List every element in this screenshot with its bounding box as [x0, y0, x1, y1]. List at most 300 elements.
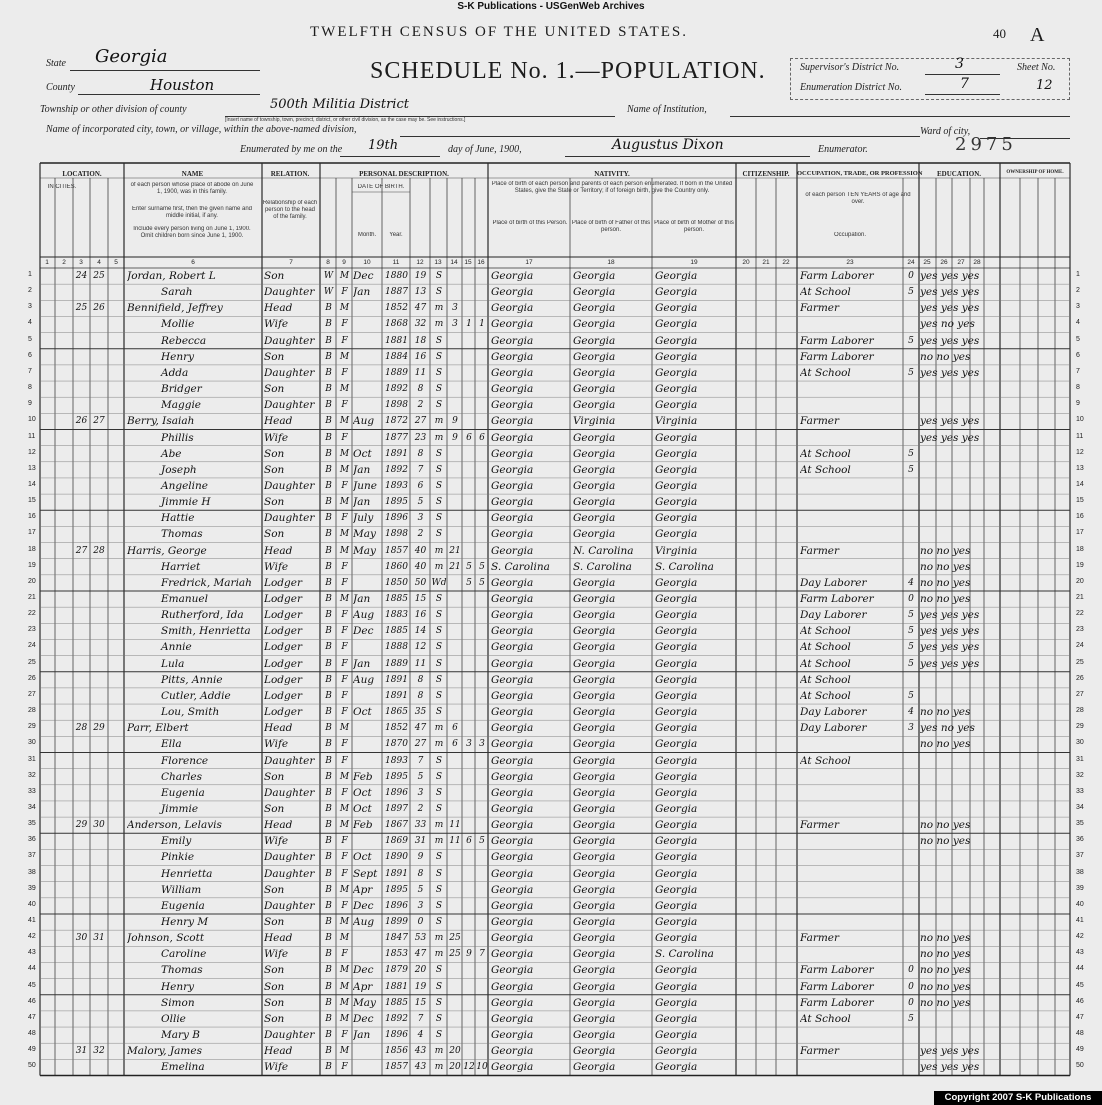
family-number: 28 [93, 545, 105, 556]
marital-status: S [435, 594, 443, 604]
person-name: Bennifield, Jeffrey [127, 302, 223, 315]
mother-birthplace: Georgia [655, 286, 698, 299]
birth-year: 1865 [385, 707, 408, 718]
nativity-col-mother: Place of birth of Mother of this person. [654, 220, 734, 233]
birth-month: Jan [353, 1029, 371, 1042]
children-living: 10 [476, 1062, 488, 1073]
date-of-birth-label: DATE OF BIRTH. [357, 184, 405, 190]
sex: F [341, 561, 348, 572]
birth-month: Apr [353, 980, 373, 993]
mother-birthplace: Georgia [655, 916, 698, 928]
row-number: 49 [28, 1046, 36, 1054]
column-number: 9 [342, 259, 346, 266]
person-name: William [161, 883, 202, 896]
row-number-right: 1 [1076, 271, 1080, 278]
father-birthplace: Georgia [573, 528, 616, 541]
birth-year: 1899 [385, 917, 408, 927]
mother-birthplace: Virginia [655, 544, 698, 557]
sex: F [341, 319, 348, 330]
row-number-right: 24 [1076, 642, 1084, 650]
group-occupation: OCCUPATION, TRADE, OR PROFESSION [797, 170, 923, 177]
color-race: B [325, 771, 332, 782]
color-race: B [325, 416, 332, 427]
father-birthplace: Georgia [573, 996, 616, 1009]
birthplace: Georgia [491, 479, 534, 492]
age: 16 [414, 351, 427, 362]
relation: Son [264, 383, 285, 396]
marital-status: S [435, 965, 443, 976]
person-name: Eugenia [161, 899, 205, 912]
person-name: Simon [161, 996, 195, 1009]
relation: Son [264, 528, 285, 541]
birth-year: 1889 [385, 367, 408, 378]
family-number: 32 [93, 1046, 105, 1057]
birthplace: Georgia [491, 447, 534, 460]
occupation: Farmer [800, 415, 840, 428]
group-citizenship: CITIZENSHIP. [742, 170, 790, 178]
color-race: B [325, 917, 332, 927]
relation: Head [264, 819, 293, 832]
row-number-right: 43 [1076, 949, 1084, 957]
father-birthplace: Georgia [573, 916, 616, 928]
row-number-right: 13 [1076, 464, 1084, 472]
age: 13 [414, 287, 427, 298]
months-unemployed: 5 [908, 464, 914, 475]
children-living: 3 [479, 739, 485, 750]
birth-year: 1893 [385, 755, 408, 766]
person-name: Hattie [161, 512, 195, 525]
dwelling-number: 24 [75, 271, 88, 281]
father-birthplace: Georgia [573, 641, 616, 654]
father-birthplace: Georgia [573, 932, 616, 945]
township-note: [Insert name of township, town, precinct, district, or other civil division, as the case may be. See instructions.] [225, 117, 466, 123]
color-race: B [325, 400, 332, 411]
months-unemployed: 5 [908, 448, 914, 459]
age: 7 [417, 755, 424, 766]
birth-year: 1891 [385, 674, 408, 685]
color-race: B [325, 965, 332, 976]
sex: F [341, 287, 348, 298]
children-born: 12 [463, 1062, 475, 1073]
education: no no yes [920, 948, 971, 961]
father-birthplace: Georgia [573, 286, 616, 299]
row-number: 26 [28, 674, 36, 682]
mother-birthplace: Georgia [655, 609, 698, 622]
age: 40 [414, 545, 427, 556]
years-married: 20 [449, 1046, 461, 1057]
father-birthplace: Georgia [573, 770, 616, 783]
occupation: At School [800, 463, 851, 476]
relation: Son [264, 447, 285, 460]
father-birthplace: Georgia [573, 722, 616, 735]
mother-birthplace: Georgia [655, 576, 698, 589]
years-married: 20 [449, 1062, 461, 1073]
marital-status: m [434, 545, 444, 556]
occupation-sub: Occupation. [833, 232, 867, 238]
birthplace: Georgia [491, 1061, 534, 1074]
marital-status: S [435, 351, 443, 362]
occupation: At School [800, 286, 851, 299]
father-birthplace: Georgia [573, 318, 616, 331]
color-race: B [325, 497, 332, 508]
enumerated-day: 19th [368, 138, 399, 153]
age: 11 [414, 658, 427, 669]
age: 31 [414, 836, 427, 847]
mother-birthplace: Georgia [655, 496, 698, 509]
age: 43 [414, 1046, 427, 1057]
birthplace: Georgia [491, 754, 534, 767]
city-label: Name of incorporated city, town, or village, within the above-named division, [46, 124, 357, 135]
person-name: Harris, George [127, 544, 207, 557]
marital-status: m [434, 949, 444, 960]
row-number: 14 [28, 480, 36, 488]
person-name: Pitts, Annie [161, 673, 223, 686]
children-born: 3 [466, 739, 472, 750]
education: no no yes [920, 819, 971, 832]
family-number: 30 [93, 820, 105, 831]
birth-year: 1877 [385, 432, 408, 443]
column-number: 12 [416, 259, 424, 266]
row-number: 23 [28, 626, 36, 634]
birthplace: Georgia [491, 916, 534, 928]
birthplace: Georgia [491, 383, 534, 396]
occupation: At School [800, 1012, 851, 1025]
months-unemployed: 0 [908, 997, 914, 1008]
person-name: Jimmie H [161, 496, 211, 509]
row-number: 50 [28, 1062, 36, 1070]
months-unemployed: 5 [908, 690, 914, 701]
column-number: 14 [450, 259, 458, 266]
relation: Lodger [264, 609, 302, 622]
color-race: B [325, 610, 332, 621]
age: 47 [414, 723, 427, 734]
stamp-number: 2975 [955, 134, 1017, 155]
education: yes yes yes [920, 366, 980, 379]
enumerator-name: Augustus Dixon [612, 137, 724, 153]
children-living: 6 [479, 432, 485, 443]
months-unemployed: 5 [908, 367, 914, 378]
occupation: Farm Laborer [800, 350, 874, 363]
row-number-right: 20 [1076, 577, 1084, 585]
relation: Son [264, 770, 285, 783]
age: 43 [414, 1062, 427, 1073]
row-number: 40 [28, 900, 36, 908]
mother-birthplace: Georgia [655, 883, 698, 896]
group-education: EDUCATION. [936, 170, 981, 178]
years-married: 11 [449, 836, 461, 847]
relation: Son [264, 350, 285, 363]
birth-year: 1898 [385, 529, 408, 540]
state-value: Georgia [95, 46, 168, 67]
person-name: Smith, Henrietta [161, 625, 251, 638]
group-personal-description: PERSONAL DESCRIPTION. [359, 170, 449, 178]
months-unemployed: 4 [908, 577, 914, 588]
birth-year: 1888 [385, 642, 408, 653]
birth-month: Aug [353, 916, 375, 928]
sex: F [341, 642, 348, 653]
months-unemployed: 5 [908, 1013, 914, 1024]
row-number-right: 9 [1076, 400, 1080, 408]
row-number-right: 49 [1076, 1046, 1084, 1054]
person-name: Annie [161, 641, 192, 654]
color-race: B [325, 303, 332, 314]
row-number-right: 39 [1076, 884, 1084, 892]
birth-year: 1896 [385, 787, 408, 798]
mother-birthplace: Georgia [655, 625, 698, 638]
age: 7 [417, 464, 424, 475]
row-number-right: 23 [1076, 626, 1084, 634]
birth-year: 1896 [385, 1030, 408, 1041]
father-birthplace: Georgia [573, 302, 616, 315]
sex: M [339, 723, 350, 734]
person-name: Sarah [161, 286, 193, 299]
row-number-right: 19 [1076, 561, 1084, 569]
relation: Son [264, 980, 285, 993]
sex: F [341, 690, 348, 701]
column-number: 19 [690, 259, 698, 266]
person-name: Phillis [161, 431, 194, 444]
color-race: B [325, 432, 332, 443]
mother-birthplace: Georgia [655, 512, 698, 525]
row-number: 16 [28, 513, 36, 521]
row-number-right: 11 [1076, 432, 1084, 440]
education: no no yes [920, 996, 971, 1009]
relation: Lodger [264, 641, 302, 654]
occupation: At School [800, 641, 851, 654]
person-name: Emelina [161, 1061, 205, 1074]
father-birthplace: Georgia [573, 883, 616, 896]
years-married: 6 [452, 723, 458, 734]
sex: F [341, 1030, 348, 1041]
name-desc: of each person whose place of abode on June 1, 1900, was in this family. [130, 182, 254, 195]
row-number: 45 [28, 981, 36, 989]
relation: Daughter [264, 334, 315, 347]
relation: Wife [264, 1061, 289, 1074]
relation: Daughter [264, 786, 315, 799]
birth-month: Apr [353, 883, 373, 896]
father-birthplace: Georgia [573, 609, 616, 622]
row-number: 32 [28, 771, 36, 779]
birthplace: Georgia [491, 463, 534, 476]
marital-status: S [435, 997, 443, 1008]
birthplace: S. Carolina [491, 560, 550, 573]
relation: Lodger [264, 625, 302, 638]
row-number: 2 [28, 287, 32, 295]
education: yes yes yes [920, 415, 980, 428]
sex: F [341, 658, 348, 669]
row-number-right: 14 [1076, 480, 1084, 488]
age: 47 [414, 949, 427, 960]
row-number-right: 42 [1076, 933, 1084, 941]
marital-status: S [435, 287, 443, 298]
group-nativity: NATIVITY. [594, 170, 630, 178]
mother-birthplace: Georgia [655, 932, 698, 945]
color-race: B [325, 933, 332, 944]
occupation: Farmer [800, 302, 840, 315]
father-birthplace: Georgia [573, 948, 616, 961]
occupation: At School [800, 673, 851, 686]
person-name: Cutler, Addie [161, 689, 231, 702]
row-number-right: 2 [1076, 287, 1080, 295]
birth-year: 1860 [385, 561, 408, 572]
birthplace: Georgia [491, 350, 534, 363]
occupation: Farmer [800, 819, 840, 832]
row-number-right: 22 [1076, 610, 1084, 618]
sex: F [341, 335, 348, 346]
age: 27 [414, 739, 427, 750]
children-born: 1 [466, 319, 472, 330]
father-birthplace: Georgia [573, 1045, 616, 1058]
page-number: 40 [993, 26, 1006, 41]
occupation: Day Laborer [800, 706, 867, 719]
row-number-right: 3 [1076, 303, 1080, 311]
person-name: Henry M [161, 916, 209, 928]
occupation: At School [800, 657, 851, 670]
color-race: B [325, 367, 332, 378]
occupation: Day Laborer [800, 609, 867, 622]
color-race: B [325, 690, 332, 701]
occupation: Farm Laborer [800, 996, 874, 1009]
age: 12 [414, 642, 427, 653]
mother-birthplace: Georgia [655, 770, 698, 783]
birthplace: Georgia [491, 819, 534, 832]
birthplace: Georgia [491, 835, 534, 848]
education: no no yes [920, 350, 971, 363]
relation: Daughter [264, 754, 315, 767]
marital-status: S [435, 707, 443, 718]
relation: Lodger [264, 673, 302, 686]
marital-status: Wd [431, 577, 447, 588]
row-number-right: 34 [1076, 803, 1084, 811]
color-race: B [325, 723, 332, 734]
row-number: 3 [28, 303, 32, 311]
row-number-right: 40 [1076, 900, 1084, 908]
birthplace: Georgia [491, 318, 534, 331]
sheet-label: Sheet No. [1017, 62, 1056, 73]
relation: Wife [264, 560, 289, 573]
color-race: B [325, 997, 332, 1008]
marital-status: S [435, 626, 443, 637]
birthplace: Georgia [491, 996, 534, 1009]
row-number-right: 36 [1076, 836, 1084, 844]
person-name: Ella [161, 738, 182, 751]
father-birthplace: Georgia [573, 383, 616, 396]
birthplace: Georgia [491, 689, 534, 702]
sex: M [339, 529, 350, 540]
copyright-footer: Copyright 2007 S-K Publications [934, 1091, 1102, 1105]
row-number-right: 26 [1076, 674, 1084, 682]
birth-year: 1891 [385, 868, 408, 879]
mother-birthplace: Georgia [655, 463, 698, 476]
father-birthplace: Georgia [573, 786, 616, 799]
person-name: Bridger [161, 383, 202, 396]
birth-year: 1879 [385, 965, 408, 976]
birthplace: Georgia [491, 673, 534, 686]
age: 8 [417, 674, 424, 685]
years-married: 9 [452, 416, 458, 427]
birthplace: Georgia [491, 738, 534, 751]
mother-birthplace: Georgia [655, 706, 698, 719]
education: yes no yes [920, 318, 975, 331]
column-number: 17 [525, 259, 533, 266]
mother-birthplace: Georgia [655, 431, 698, 444]
relation: Daughter [264, 1029, 315, 1042]
row-number: 17 [28, 529, 36, 537]
enumerated-mid: day of June, 1900, [448, 144, 522, 155]
birthplace: Georgia [491, 302, 534, 315]
row-number-right: 16 [1076, 513, 1084, 521]
birth-month: Oct [353, 802, 372, 815]
row-number-right: 8 [1076, 384, 1080, 392]
person-name: Charles [161, 770, 203, 783]
relation: Son [264, 883, 285, 896]
state-label: State [46, 58, 66, 69]
relation: Daughter [264, 479, 315, 492]
relation: Daughter [264, 366, 315, 379]
supervisor-value: 3 [955, 56, 964, 72]
father-birthplace: Georgia [573, 399, 616, 412]
father-birthplace: Georgia [573, 366, 616, 379]
marital-status: m [434, 416, 444, 427]
birth-year: 1892 [385, 1013, 408, 1024]
sex: F [341, 707, 348, 718]
color-race: B [325, 884, 332, 895]
row-number-right: 31 [1076, 755, 1084, 763]
father-birthplace: Georgia [573, 431, 616, 444]
relation: Head [264, 932, 293, 945]
row-number-right: 18 [1076, 545, 1084, 553]
birth-month: Feb [353, 770, 373, 783]
relation-desc: Relationship of each person to the head of the family. [262, 200, 318, 220]
color-race: B [325, 319, 332, 330]
relation: Daughter [264, 286, 315, 299]
education: yes yes yes [920, 609, 980, 622]
marital-status: S [435, 400, 443, 411]
sex: M [339, 1013, 350, 1024]
color-race: B [325, 803, 332, 814]
years-married: 25 [449, 933, 461, 944]
row-number-right: 35 [1076, 820, 1084, 828]
birth-month: Dec [353, 964, 374, 977]
person-name: Abe [161, 447, 182, 460]
row-number: 30 [28, 739, 36, 747]
county-label: County [46, 82, 75, 93]
relation: Son [264, 802, 285, 815]
occupation: Farmer [800, 1045, 840, 1058]
birth-year: 1857 [385, 545, 408, 556]
row-number: 47 [28, 1013, 36, 1021]
occupation: At School [800, 689, 851, 702]
row-number-right: 33 [1076, 787, 1084, 795]
column-number: 15 [464, 259, 472, 266]
mother-birthplace: Virginia [655, 415, 698, 428]
marital-status: m [434, 561, 444, 572]
color-race: B [325, 707, 332, 718]
birth-year: 1895 [385, 884, 408, 895]
dwelling-number: 29 [75, 820, 88, 831]
birth-month: Oct [353, 786, 372, 799]
birth-year: 1850 [385, 577, 408, 588]
family-number: 26 [93, 303, 105, 314]
marital-status: S [435, 610, 443, 621]
color-race: B [325, 513, 332, 524]
color-race: B [325, 384, 332, 395]
row-number: 29 [28, 723, 36, 731]
children-living: 7 [479, 949, 485, 960]
sex: F [341, 367, 348, 378]
color-race: B [325, 836, 332, 847]
birthplace: Georgia [491, 964, 534, 977]
